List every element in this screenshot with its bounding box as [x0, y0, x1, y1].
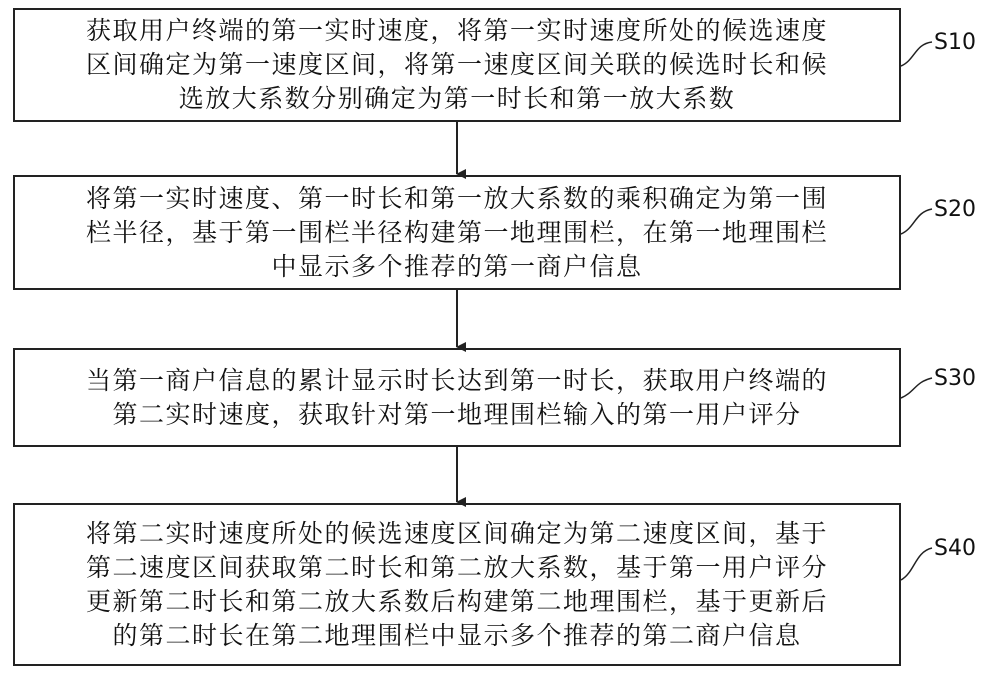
step-line: 栏半径，基于第一围栏半径构建第一地理围栏，在第一地理围栏 [85, 217, 828, 247]
leader-s20 [901, 209, 932, 234]
step-label-s30: S30 [934, 366, 976, 391]
step-line: 将第二实时速度所处的候选速度区间确定为第二速度区间，基于 [85, 518, 828, 548]
step-line: 的第二时长在第二地理围栏中显示多个推荐的第二商户信息 [112, 620, 802, 650]
step-line: 选放大系数分别确定为第一时长和第一放大系数 [178, 84, 736, 113]
step-label-s40: S40 [934, 536, 976, 561]
leader-s10 [901, 42, 932, 66]
step-label-s20: S20 [934, 197, 976, 222]
step-line: 获取用户终端的第一实时速度，将第一实时速度所处的候选速度 [85, 16, 828, 45]
leader-s40 [901, 548, 932, 580]
step-label-s10: S10 [934, 30, 976, 55]
leader-s30 [901, 378, 932, 398]
step-line: 更新第二时长和第二放大系数后构建第二地理围栏，基于更新后 [85, 586, 828, 616]
step-line: 区间确定为第一速度区间，将第一速度区间关联的候选时长和候 [85, 50, 828, 79]
step-line: 第二实时速度，获取针对第一地理围栏输入的第一用户评分 [112, 399, 802, 429]
step-line: 中显示多个推荐的第一商户信息 [271, 251, 643, 281]
step-line: 第二速度区间获取第二时长和第二放大系数，基于第一用户评分 [85, 552, 828, 582]
step-line: 将第一实时速度、第一时长和第一放大系数的乘积确定为第一围 [85, 183, 828, 213]
label-leaders [901, 42, 932, 580]
step-line: 当第一商户信息的累计显示时长达到第一时长，获取用户终端的 [85, 365, 828, 395]
